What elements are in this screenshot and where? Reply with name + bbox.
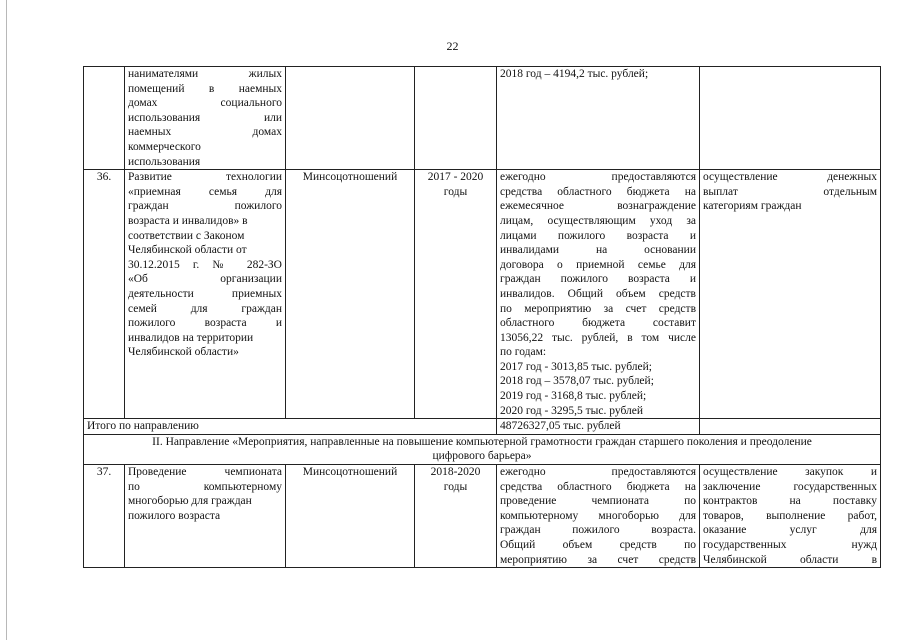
text-line: годы bbox=[443, 480, 468, 493]
text-line: нанимателями жилых bbox=[128, 68, 282, 80]
text-line: деятельности приемных bbox=[128, 287, 282, 300]
cell-purpose-37 bbox=[700, 465, 881, 568]
cell-num-continued bbox=[84, 67, 125, 170]
text-line: домах социального bbox=[128, 97, 282, 110]
cell-purpose-continued bbox=[700, 67, 881, 170]
cell-result-36 bbox=[497, 170, 700, 419]
section-heading bbox=[84, 434, 881, 464]
text-line: контрактов на поставку bbox=[703, 495, 877, 508]
text-line: граждан пожилого bbox=[128, 200, 282, 213]
text-line: годы bbox=[443, 185, 468, 198]
text-line: Общий объем средств по bbox=[500, 539, 696, 551]
text-line: Челябинской области» bbox=[128, 346, 239, 359]
text-line: категориям граждан bbox=[703, 200, 802, 213]
measures-table bbox=[83, 66, 881, 568]
table-row-continued bbox=[84, 67, 881, 170]
table-row-36 bbox=[84, 170, 881, 419]
text-line: соответствии с Законом bbox=[128, 229, 245, 242]
cell-name-continued bbox=[125, 67, 286, 170]
text-line: 13056,22 тыс. рублей, в том числе bbox=[500, 331, 696, 344]
text-line: граждан пожилого возраста и bbox=[500, 273, 696, 286]
text-line: заключение государственных bbox=[703, 480, 877, 493]
text-line: Проведение чемпионата bbox=[128, 466, 282, 479]
cell-name-37 bbox=[125, 465, 286, 568]
text-line: использования bbox=[128, 155, 201, 168]
cell-result-continued bbox=[497, 67, 700, 170]
text-line: осуществление закупок и bbox=[703, 466, 877, 479]
cell-name-36 bbox=[125, 170, 286, 419]
text-line: граждан пожилого возраста. bbox=[500, 524, 696, 537]
text-line: по годам: bbox=[500, 346, 547, 359]
text-line: ежемесячное вознаграждение bbox=[500, 200, 696, 213]
text-line: компьютерному многоборью для bbox=[500, 509, 696, 522]
cell-period-37 bbox=[415, 465, 497, 568]
text-line: Челябинской области от bbox=[128, 244, 247, 257]
text-line: наемных домах bbox=[128, 126, 282, 139]
text-line: выплат отдельным bbox=[703, 185, 877, 198]
text-line: по компьютерному bbox=[128, 480, 282, 493]
cell-period-36 bbox=[415, 170, 497, 419]
table-row-total bbox=[84, 419, 881, 435]
text-line: 2020 год - 3295,5 тыс. рублей bbox=[500, 404, 644, 417]
text-line: многоборью для граждан bbox=[128, 495, 252, 508]
cell-executor-37: Минсоцотношений bbox=[286, 465, 415, 568]
table-row-section bbox=[84, 434, 881, 464]
text-line: семей для граждан bbox=[128, 302, 282, 315]
text-line: по мероприятию за счет средств bbox=[500, 302, 696, 315]
text-line: государственных нужд bbox=[703, 539, 877, 551]
text-line: 2017 - 2020 bbox=[427, 171, 484, 184]
cell-executor-36: Минсоцотношений bbox=[286, 170, 415, 419]
text-line: 2018-2020 bbox=[430, 466, 481, 479]
text-line: мероприятию за счет средств bbox=[500, 553, 696, 566]
text-line: лицами пожилого возраста и bbox=[500, 229, 696, 242]
text-line: проведение чемпионата по bbox=[500, 495, 696, 508]
text-line: инвалидами на основании bbox=[500, 244, 696, 257]
text-line: использования или bbox=[128, 111, 282, 124]
cell-total-empty bbox=[700, 419, 881, 435]
cell-num-37: 37. bbox=[84, 465, 125, 568]
text-line: 2017 год - 3013,85 тыс. рублей; bbox=[500, 360, 652, 373]
text-line: оказание услуг для bbox=[703, 524, 877, 537]
cell-result-37 bbox=[497, 465, 700, 568]
cell-executor-continued bbox=[286, 67, 415, 170]
cell-total-value: 48726327,05 тыс. рублей bbox=[497, 419, 700, 435]
text-line: инвалидов на территории bbox=[128, 331, 254, 344]
text-line: цифрового барьера» bbox=[432, 450, 532, 463]
text-line: пожилого возраста и bbox=[128, 317, 282, 330]
text-line: «приемная семья для bbox=[128, 185, 282, 198]
cell-num-36: 36. bbox=[84, 170, 125, 419]
cell-period-continued bbox=[415, 67, 497, 170]
text-line: 2018 год – 3578,07 тыс. рублей; bbox=[500, 375, 654, 388]
text-line: 2018 год – 4194,2 тыс. рублей; bbox=[500, 68, 649, 80]
text-line: средства областного бюджета на bbox=[500, 480, 696, 493]
text-line: пожилого возраста bbox=[128, 509, 221, 522]
text-line: товаров, выполнение работ, bbox=[703, 509, 877, 522]
text-line: «Об организации bbox=[128, 273, 282, 286]
text-line: 2019 год - 3168,8 тыс. рублей; bbox=[500, 390, 647, 403]
text-line: средства областного бюджета на bbox=[500, 185, 696, 198]
text-line: договора о приемной семье для bbox=[500, 258, 696, 271]
cell-purpose-36 bbox=[700, 170, 881, 419]
text-line: инвалидов. Общий объем средств bbox=[500, 287, 696, 300]
cell-total-label: Итого по направлению bbox=[84, 419, 497, 435]
table-row-37 bbox=[84, 465, 881, 568]
text-line: Челябинской области в bbox=[703, 553, 877, 566]
text-line: осуществление денежных bbox=[703, 171, 877, 184]
scan-edge-line bbox=[6, 0, 7, 640]
text-line: 30.12.2015 г. № 282-ЗО bbox=[128, 258, 282, 271]
text-line: II. Направление «Мероприятия, направленные на повышение компьютерной грамотности граждан старшего поколения и преодоление bbox=[152, 435, 812, 448]
text-line: коммерческого bbox=[128, 140, 201, 153]
text-line: Развитие технологии bbox=[128, 171, 282, 184]
text-line: областного бюджета составит bbox=[500, 317, 696, 330]
text-line: ежегодно предоставляются bbox=[500, 171, 696, 184]
text-line: возраста и инвалидов» в bbox=[128, 214, 248, 227]
page-number: 22 bbox=[446, 39, 459, 53]
text-line: помещений в наемных bbox=[128, 82, 282, 95]
text-line: лицам, осуществляющим уход за bbox=[500, 214, 696, 227]
text-line: ежегодно предоставляются bbox=[500, 466, 696, 479]
